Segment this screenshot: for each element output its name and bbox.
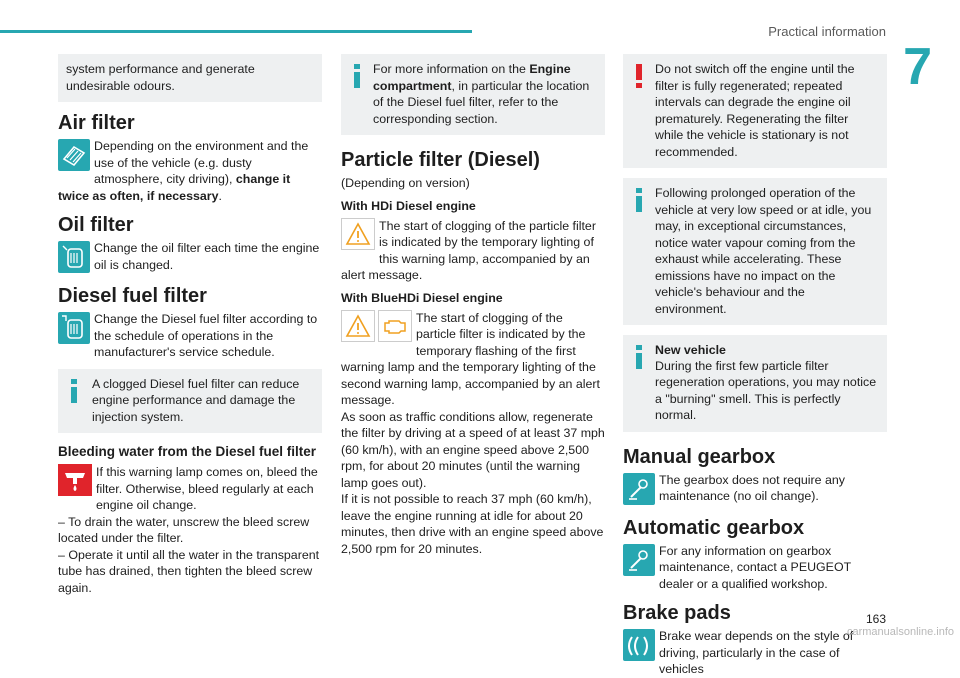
automatic-gearbox-section: [623, 543, 887, 593]
note-text: system performance and generate undesirable odours.: [66, 62, 255, 93]
air-filter-icon: [58, 139, 90, 171]
bleeding-text-1: If this warning lamp comes on, bleed the filter. Otherwise, bleed regularly at each engine oil change.: [96, 465, 318, 512]
header-accent-bar: [0, 30, 472, 33]
brake-pads-text: Brake wear depends on the style of driving, particularly in the case of vehicles: [659, 629, 854, 676]
brake-pads-icon: [623, 629, 655, 661]
heading-air-filter: Air filter: [58, 112, 135, 134]
air-filter-section: [58, 138, 322, 204]
air-filter-emphasis: change it twice as often, if necessary: [58, 172, 291, 203]
info-text-water-vapour: Following prolonged operation of the vehicle at very low speed or at idle, you may, in exceptional circumstances, notice water vapour coming from the exhaust while accelerating. These emissions have no impact on the vehicle's behaviour and the environment.: [655, 186, 872, 316]
info-icon: [349, 62, 365, 90]
column-right: [623, 54, 887, 678]
info-text-a: For more information on the: [373, 62, 530, 76]
diesel-fuel-filter-text: Change the Diesel fuel filter according to the schedule of operations in the manufacturer's service schedule.: [94, 312, 318, 359]
info-link-engine-compartment: Engine compartment: [373, 62, 571, 93]
regenerate-text: As soon as traffic conditions allow, regenerate the filter by driving at a speed of at least 37 mph (60 km/h), with an engine speed above 2,500 rpm, for about 20 minutes (until the warning lamp goes out).: [341, 409, 605, 490]
bluehdi-text: The start of clogging of the particle filter is indicated by the temporary flashing of the first warning lamp and the temporary lighting of the second warning lamp, accompanied by an alert message.: [341, 310, 600, 407]
section-title: Practical information: [768, 24, 886, 39]
hdi-section: [341, 218, 605, 284]
bleeding-text-3: – Operate it until all the water in the transparent tube has drained, then tighten the bleed screw again.: [58, 547, 320, 595]
warning-box-regeneration: [623, 54, 887, 168]
page-number: 163: [865, 612, 886, 626]
warning-text: Do not switch off the engine until the filter is fully regenerated; repeated intervals can degrade the engine oil prematurely. Regenerating the filter while the vehicle is stationary is not recommended.: [655, 62, 855, 159]
watermark: carmanualsonline.info: [846, 626, 954, 638]
bleeding-section: [58, 464, 322, 596]
amber-warning-triangle-icon: [341, 310, 375, 342]
bluehdi-section: [341, 310, 605, 409]
gearbox-icon: [623, 544, 655, 576]
idle-text: If it is not possible to reach 37 mph (60 km/h), leave the engine running at idle for about 20 minutes, then drive with an engine speed above 2,500 rpm for 20 minutes.: [341, 492, 604, 556]
info-box-engine-compartment: [341, 54, 605, 135]
manual-gearbox-text: The gearbox does not require any maintenance (no oil change).: [659, 472, 845, 503]
air-filter-text: Depending on the environment and the use of the vehicle (e.g. dusty atmosphere, city driving),: [94, 139, 309, 186]
heading-hdi: With HDi Diesel engine: [341, 198, 476, 213]
air-filter-text-end: .: [218, 188, 222, 203]
info-box-clogged-filter: [58, 369, 322, 434]
info-icon: [631, 186, 647, 214]
automatic-gearbox-text: For any information on gearbox maintenance, contact a PEUGEOT dealer or a qualified workshop.: [659, 543, 851, 591]
heading-particle-filter: Particle filter (Diesel): [341, 149, 540, 171]
info-text-c: , in particular the location of the Diesel fuel filter, refer to the corresponding section.: [373, 78, 590, 126]
info-box-new-vehicle: [623, 335, 887, 432]
amber-warning-triangle-icon: [341, 218, 375, 250]
exclamation-warning-icon: [631, 62, 647, 90]
info-icon: [631, 343, 647, 371]
info-icon: [66, 377, 82, 405]
water-drain-warning-icon: [58, 464, 92, 496]
heading-bluehdi: With BlueHDi Diesel engine: [341, 290, 503, 305]
chapter-number: 7: [903, 38, 932, 96]
manual-gearbox-section: [623, 472, 887, 507]
info-text-clogged-filter: A clogged Diesel fuel filter can reduce engine performance and damage the injection system.: [92, 376, 300, 424]
bleeding-text-2: – To drain the water, unscrew the bleed screw located under the filter.: [58, 514, 310, 545]
gearbox-icon: [623, 473, 655, 505]
heading-manual-gearbox: Manual gearbox: [623, 445, 776, 468]
heading-oil-filter: Oil filter: [58, 214, 134, 236]
heading-diesel-fuel-filter: Diesel fuel filter: [58, 285, 207, 307]
info-text-new-vehicle: During the first few particle filter regeneration operations, you may notice a "burning" smell. This is perfectly normal.: [655, 358, 877, 422]
column-middle: [341, 54, 605, 557]
depending-on-version: (Depending on version): [341, 176, 470, 190]
oil-filter-icon: [58, 241, 90, 273]
heading-automatic-gearbox: Automatic gearbox: [623, 516, 805, 539]
info-title-new-vehicle: New vehicle: [655, 343, 726, 357]
note-box: [58, 54, 322, 102]
oil-filter-text: Change the oil filter each time the engine oil is changed.: [94, 241, 320, 272]
info-box-water-vapour: [623, 178, 887, 325]
diesel-fuel-filter-section: [58, 311, 322, 361]
column-left: [58, 54, 322, 596]
fuel-filter-icon: [58, 312, 90, 344]
heading-bleeding-water: Bleeding water from the Diesel fuel filter: [58, 444, 317, 459]
hdi-text: The start of clogging of the particle filter is indicated by the temporary lighting of this warning lamp, accompanied by an alert message.: [341, 218, 596, 282]
oil-filter-section: [58, 240, 322, 275]
heading-brake-pads: Brake pads: [623, 602, 731, 624]
engine-warning-icon: [378, 310, 412, 342]
